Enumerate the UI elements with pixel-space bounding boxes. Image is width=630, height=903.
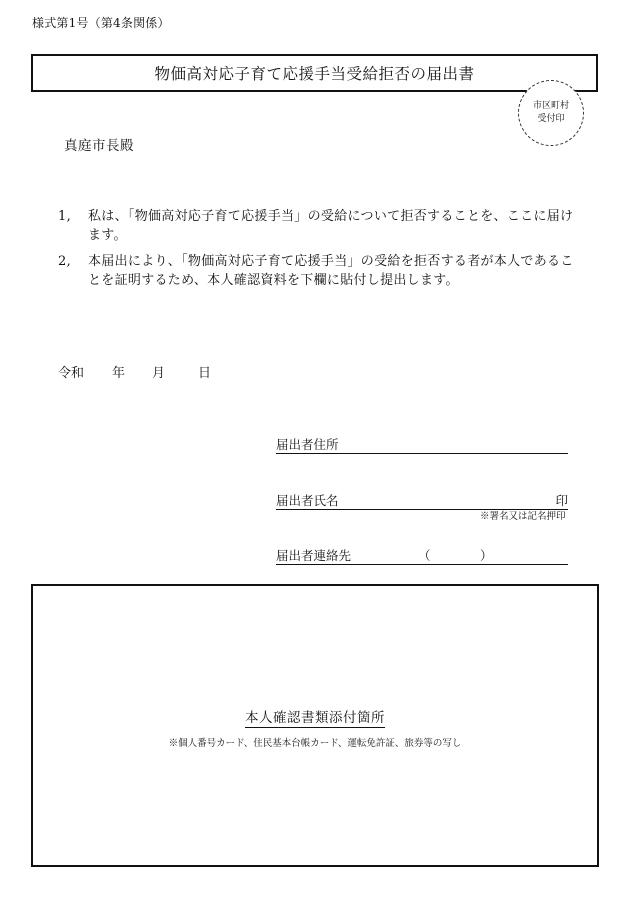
item-number: 1, <box>58 209 72 224</box>
document-title: 物価高対応子育て応援手当受給拒否の届出書 <box>154 65 475 83</box>
statement-item-2 <box>58 252 578 290</box>
applicant-contact-label: 届出者連絡先 <box>276 548 352 563</box>
date-day: 日 <box>198 366 212 381</box>
stamp-label-line2: 受付印 <box>537 114 565 124</box>
form-number: 様式第1号（第4条関係） <box>32 16 170 30</box>
item-text: 私は、「物価高対応子育て応援手当」の受給について拒否することを、ここに届けます。 <box>88 209 574 243</box>
attachment-title <box>33 706 597 726</box>
applicant-address-field[interactable] <box>276 435 568 454</box>
statement-item-1 <box>58 207 578 245</box>
contact-paren-close: ） <box>480 548 493 563</box>
date-era: 令和 <box>58 366 85 381</box>
stamp-label-line1: 市区町村 <box>532 101 569 111</box>
date-year: 年 <box>112 366 126 381</box>
title-box <box>31 54 598 92</box>
signature-note: ※署名又は記名押印 <box>480 511 566 522</box>
item-text: 本届出により、「物価高対応子育て応援手当」の受給を拒否する者が本人であることを証明するため、本人確認資料を下欄に貼付し提出します。 <box>88 254 574 288</box>
applicant-address-label: 届出者住所 <box>276 437 339 452</box>
addressee: 真庭市長殿 <box>64 138 134 154</box>
item-number: 2, <box>58 254 72 269</box>
seal-mark: 印 <box>555 493 568 508</box>
reception-stamp-area <box>518 80 584 146</box>
id-document-attachment-area <box>31 584 599 867</box>
date-month: 月 <box>152 366 166 381</box>
applicant-contact-field[interactable] <box>276 546 568 565</box>
contact-paren-open: （ <box>418 548 431 563</box>
attachment-note: ※個人番号カード、住民基本台帳カード、運転免許証、旅券等の写し <box>168 738 462 749</box>
applicant-name-label: 届出者氏名 <box>276 493 339 508</box>
attachment-title-text: 本人確認書類添付箇所 <box>245 710 385 726</box>
date-line <box>58 362 211 381</box>
